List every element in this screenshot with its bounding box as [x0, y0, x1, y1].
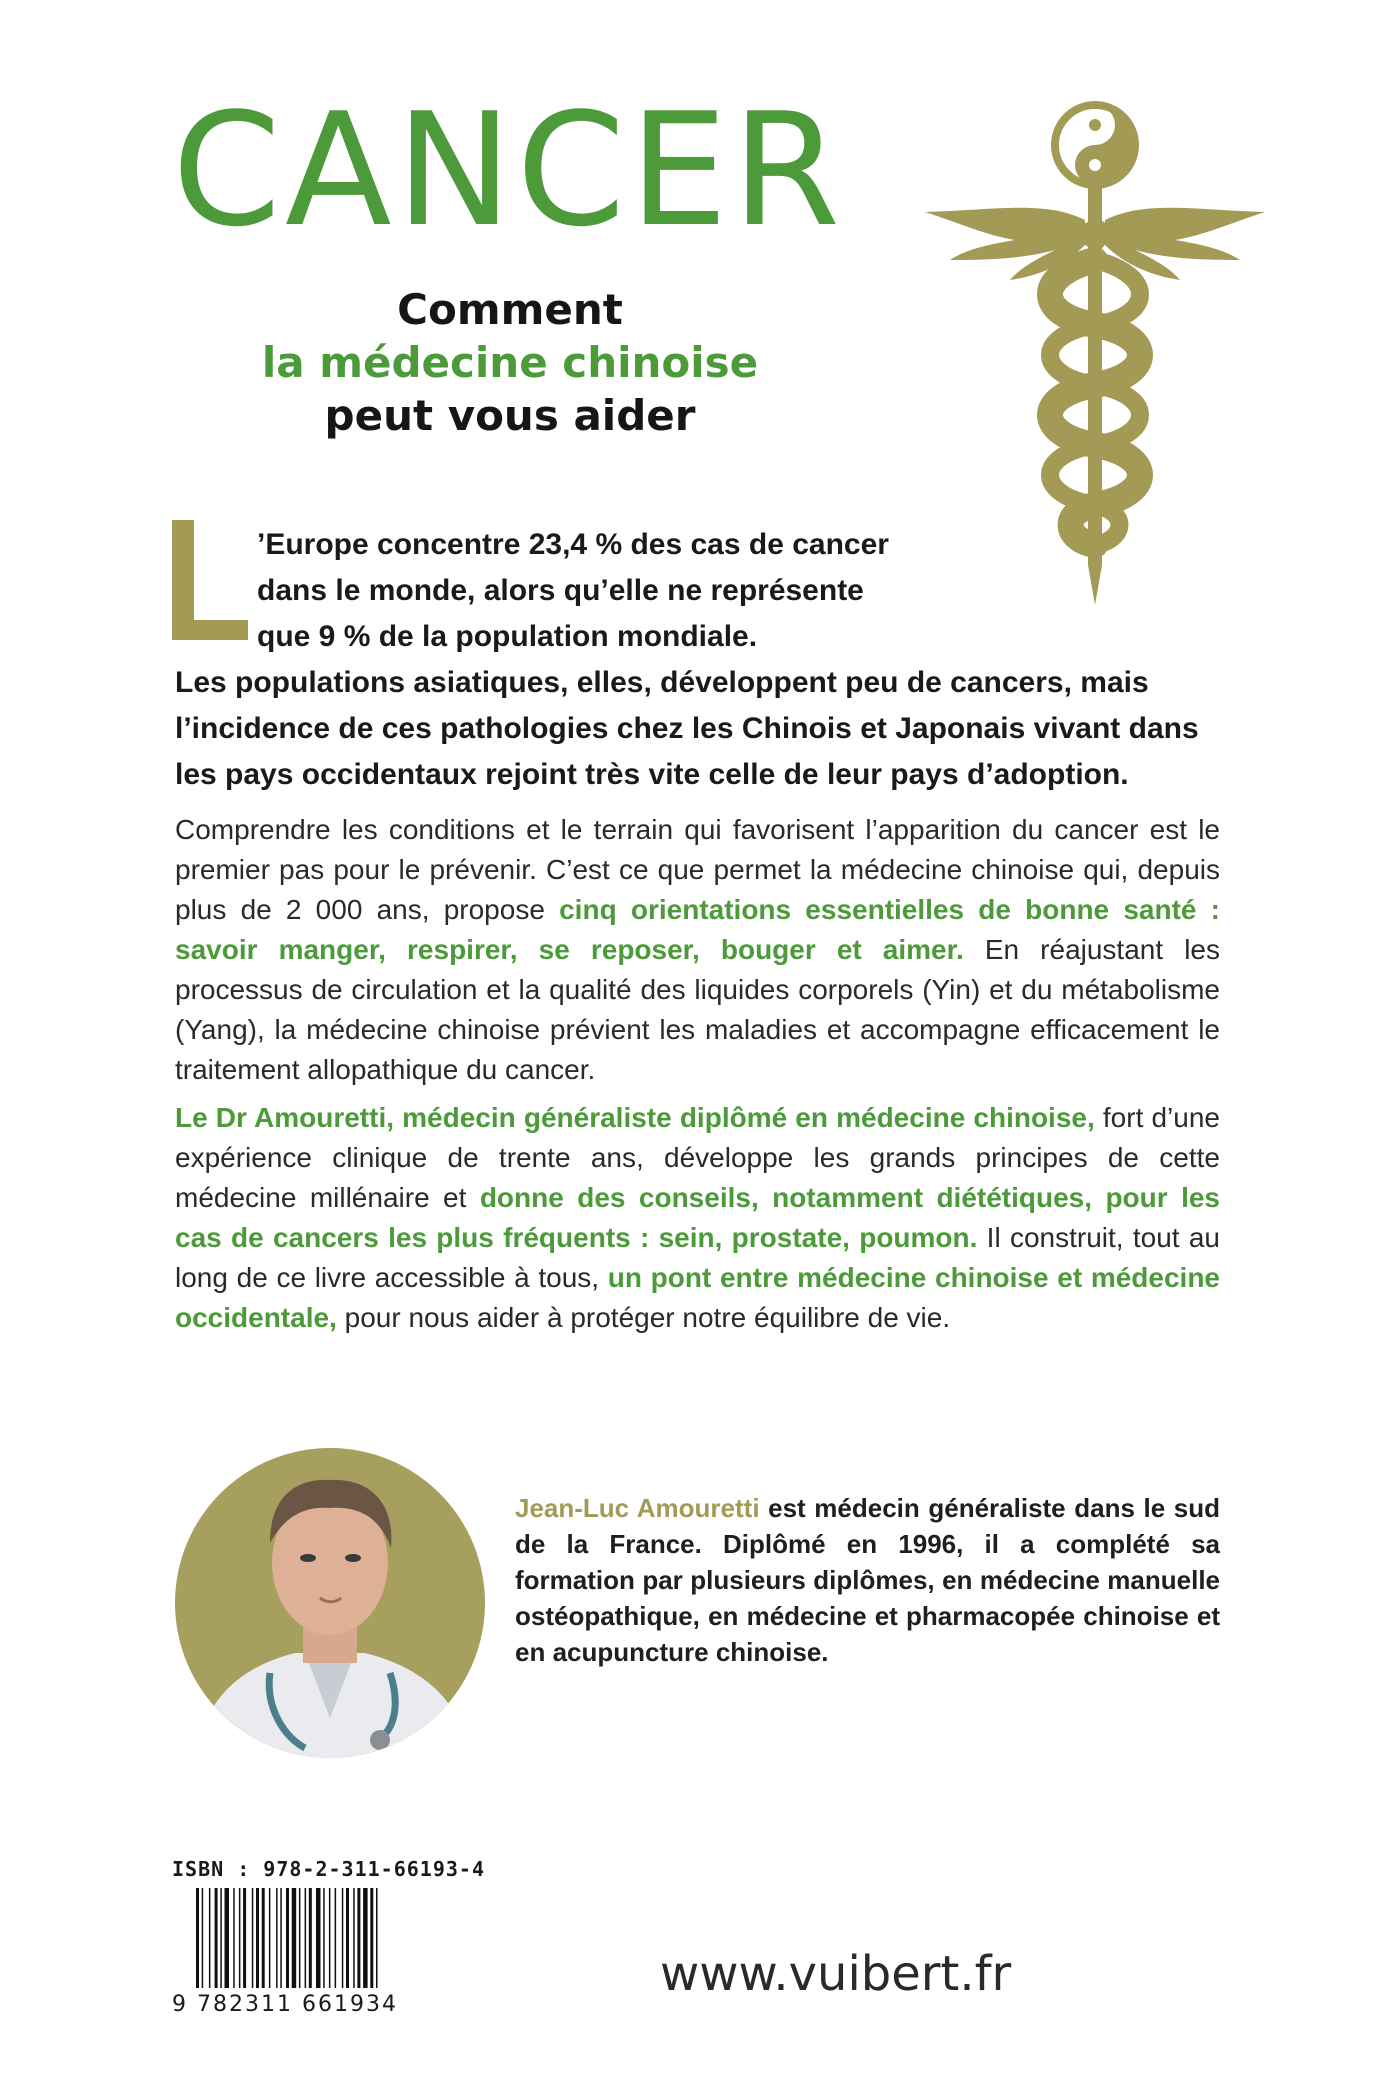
- author-bio: [515, 1490, 1220, 1670]
- publisher-url: www.vuibert.fr: [660, 1946, 1012, 2002]
- barcode-bar: [215, 1888, 218, 1988]
- barcode-bar: [376, 1888, 378, 1988]
- intro-line: Les populations asiatiques, elles, développent peu de cancers, mais: [175, 666, 1149, 699]
- paragraph-1: [175, 810, 1220, 1090]
- paragraph-text: En réajustant les processus de circulation et la qualité des liquides corporels (Yin) et du métabolisme (Yang), la médecine chinoise prévient les maladies et accompagne efficacement le traitement allopathique du cancer.: [175, 934, 1220, 1085]
- intro-line: que 9 % de la population mondiale.: [257, 620, 758, 653]
- subtitle-line-1: Comment: [397, 285, 623, 334]
- barcode-bar: [335, 1888, 337, 1988]
- barcode-bar: [239, 1888, 241, 1988]
- barcode-bar: [269, 1888, 271, 1988]
- barcode-bar: [225, 1888, 230, 1988]
- barcode-bar: [346, 1888, 349, 1988]
- drop-cap-L: [172, 520, 248, 640]
- barcode-bar: [363, 1888, 368, 1988]
- highlight-text: Le Dr Amouretti, médecin généraliste diplômé en médecine chinoise,: [175, 1102, 1095, 1133]
- book-subtitle: [200, 283, 820, 442]
- barcode-bar: [276, 1888, 278, 1988]
- barcode-bar: [329, 1888, 331, 1988]
- barcode-bar: [305, 1888, 307, 1988]
- barcode-bar: [309, 1888, 312, 1988]
- paragraph-text: Il construit, tout au long de ce livre accessible à tous,: [175, 1222, 1220, 1293]
- intro-line: les pays occidentaux rejoint très vite celle de leur pays d’adoption.: [175, 758, 1129, 791]
- barcode-bar: [370, 1888, 373, 1988]
- barcode-bar: [209, 1888, 211, 1988]
- barcode-bar: [353, 1888, 355, 1988]
- barcode: [196, 1888, 416, 1988]
- barcode-bar: [243, 1888, 246, 1988]
- author-bio-text: est médecin généraliste dans le sud de la France. Diplômé en 1996, il a complété sa formation par plusieurs diplômes, en médecine manuelle ostéopathique, en médecine et pharmacopée chinoise et en acupuncture chinoise.: [515, 1493, 1220, 1667]
- author-photo: [175, 1448, 485, 1758]
- barcode-bar: [299, 1888, 301, 1988]
- isbn-label: ISBN : 978-2-311-66193-4: [172, 1857, 485, 1881]
- barcode-bar: [357, 1888, 360, 1988]
- barcode-bar: [323, 1888, 325, 1988]
- intro-continuation: [175, 660, 1225, 798]
- barcode-bar: [233, 1888, 235, 1988]
- barcode-bar: [252, 1888, 254, 1988]
- book-title: CANCER: [172, 79, 845, 261]
- barcode-bar: [256, 1888, 259, 1988]
- barcode-bar: [286, 1888, 289, 1988]
- barcode-bar: [316, 1888, 321, 1988]
- paragraph-text: fort d’une expérience clinique de trente ans, développe les grands principes de cette médecine millénaire et: [175, 1102, 1220, 1213]
- intro-line: dans le monde, alors qu’elle ne représente: [257, 574, 864, 607]
- paragraph-text: Comprendre les conditions et le terrain qui favorisent l’apparition du cancer est le premier pas pour le prévenir. C’est ce que permet la médecine chinoise qui, depuis plus de 2 000 ans, propose: [175, 814, 1220, 925]
- barcode-bar: [280, 1888, 282, 1988]
- highlight-text: cinq orientations essentielles de bonne santé : savoir manger, respirer, se reposer, bouger et aimer.: [175, 894, 1220, 965]
- caduceus-yin-yang-icon: [925, 100, 1265, 620]
- barcode-bar: [292, 1888, 297, 1988]
- paragraph-text: pour nous aider à protéger notre équilibre de vie.: [336, 1302, 951, 1333]
- subtitle-line-2: la médecine chinoise: [261, 338, 759, 387]
- barcode-bar: [262, 1888, 265, 1988]
- barcode-bar: [202, 1888, 204, 1988]
- intro-line: l’incidence de ces pathologies chez les Chinois et Japonais vivant dans: [175, 712, 1199, 745]
- barcode-bar: [220, 1888, 222, 1988]
- intro-lead: [257, 522, 937, 660]
- barcode-number: 9 782311 661934: [172, 1992, 398, 2017]
- author-name: Jean-Luc Amouretti: [515, 1493, 760, 1523]
- barcode-bar: [196, 1888, 199, 1988]
- subtitle-line-3: peut vous aider: [324, 391, 696, 440]
- barcode-bar: [342, 1888, 344, 1988]
- paragraph-2: [175, 1098, 1220, 1338]
- highlight-text: donne des conseils, notamment diététiques, pour les cas de cancers les plus fréquents : sein, prostate, poumon.: [175, 1182, 1220, 1253]
- highlight-text: un pont entre médecine chinoise et médecine occidentale,: [175, 1262, 1221, 1333]
- intro-line: ’Europe concentre 23,4 % des cas de cancer: [257, 528, 889, 561]
